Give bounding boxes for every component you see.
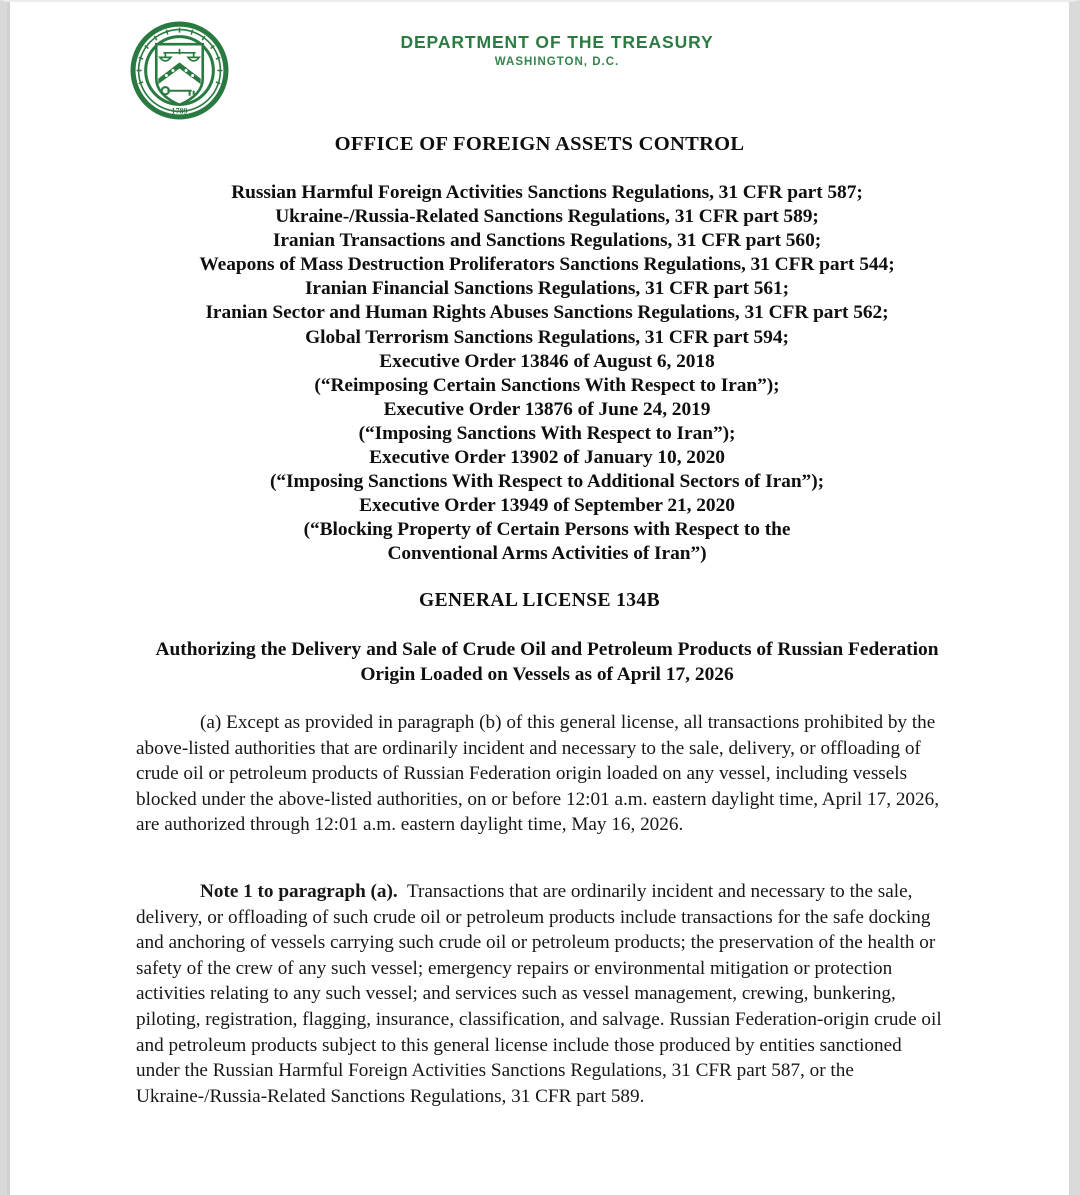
authority-line: Ukraine-/Russia-Related Sanctions Regulations, 31 CFR part 589; [275, 206, 819, 228]
scanned-sheet [7, 2, 1072, 1195]
authority-line: Iranian Financial Sanctions Regulations, 31 CFR part 561; [304, 278, 790, 300]
authority-line: Executive Order 13902 of January 10, 2020 [369, 447, 725, 469]
authority-line: Russian Harmful Foreign Activities Sanctions Regulations, 31 CFR part 587; [231, 182, 863, 203]
general-license-number: GENERAL LICENSE 134B [419, 590, 660, 611]
authority-line: Weapons of Mass Destruction Proliferators Sanctions Regulations, 31 CFR part 544; [199, 254, 895, 276]
authority-line: (“Blocking Property of Certain Persons with Respect to the [303, 519, 791, 541]
authority-line: (“Imposing Sanctions With Respect to Additional Sectors of Iran”); [269, 471, 825, 493]
agency-city: WASHINGTON, D.C. [494, 56, 620, 68]
authority-line: (“Imposing Sanctions With Respect to Iran”); [358, 422, 736, 444]
authority-line: Executive Order 13876 of June 24, 2019 [383, 398, 711, 420]
letterhead [7, 8, 1072, 118]
authority-line: Executive Order 13949 of September 21, 2020 [359, 495, 735, 517]
note-1-text: Transactions that are ordinarily incident and necessary to the sale, delivery, or offloading of such crude oil or petroleum products include transactions for the safe docking and anchoring of vessels carrying such crude oil or petroleum products; the preservation of the health or safety of the crew of any such vessel; emergency repairs or environmental mitigation or protection activities relating to any such vessel; and services such as vessel management, crewing, bunkering, piloting, registration, flagging, insurance, classification, and salvage. Russian Federation-origin crude oil and petroleum products subject to this general license include those produced by entities sanctioned under the Russian Harmful Foreign Activities Sanctions Regulations, 31 CFR part 587, or the Ukraine-/Russia-Related Sanctions Regulations, 31 CFR part 589. [136, 881, 942, 1107]
authority-list [97, 181, 997, 567]
authority-line: Global Terrorism Sanctions Regulations, 31 CFR part 594; [305, 326, 789, 348]
treasury-seal-icon [129, 20, 230, 121]
authority-line: Iranian Sector and Human Rights Abuses Sanctions Regulations, 31 CFR part 562; [205, 302, 889, 324]
authority-line: Iranian Transactions and Sanctions Regulations, 31 CFR part 560; [272, 230, 822, 252]
paragraph-a-text: (a) Except as provided in paragraph (b) of this general license, all transactions prohibited by the above-listed authorities that are ordinarily incident and necessary to the sale, delivery, or offloading of crude oil or petroleum products of Russian Federation origin loaded on any vessel, including vessels blocked under the above-listed authorities, on or before 12:01 a.m. eastern daylight time, April 17, 2026, are authorized through 12:01 a.m. eastern daylight time, May 16, 2026. [136, 712, 940, 836]
note-1-to-paragraph-a [136, 879, 948, 1109]
note-1-label: Note 1 to paragraph (a). [200, 881, 398, 902]
seal-year: 1789 [171, 106, 188, 116]
agency-name: DEPARTMENT OF THE TREASURY [400, 32, 714, 52]
authority-line: Conventional Arms Activities of Iran”) [387, 543, 707, 565]
paragraph-a [136, 710, 948, 838]
office-title: OFFICE OF FOREIGN ASSETS CONTROL [334, 133, 745, 155]
authority-line: Executive Order 13846 of August 6, 2018 [379, 350, 715, 372]
note-1-spacer [398, 881, 407, 902]
agency-heading [257, 32, 857, 70]
document-subject: Authorizing the Delivery and Sale of Crude Oil and Petroleum Products of Russian Federation Origin Loaded on Vessels as of April 17, 2026 [155, 639, 939, 685]
authority-line: (“Reimposing Certain Sanctions With Respect to Iran”); [314, 374, 780, 396]
